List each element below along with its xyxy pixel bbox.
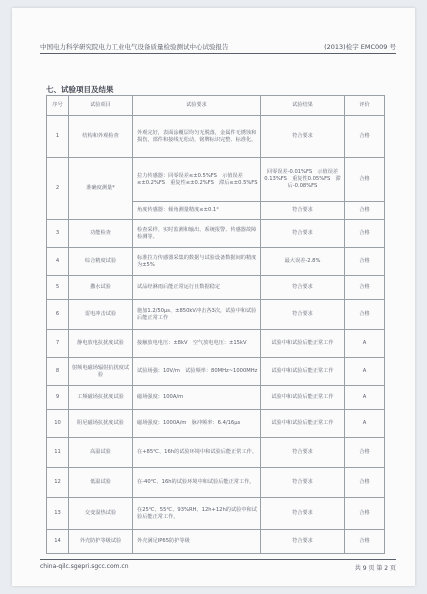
row-result: 回零误差-0.01%FS 示值误差0.13%FS 重复性0.05%FS 滞后-0.08%FS <box>261 158 345 202</box>
table-row <box>47 300 385 330</box>
results-table <box>46 95 385 554</box>
row-result: 符合要求 <box>261 498 345 530</box>
table-row <box>47 438 385 468</box>
table-row <box>47 498 385 530</box>
row-requirement: 在25℃、55℃、93%RH、12h+12h的试验中和试验后能正常工作。 <box>133 498 261 530</box>
footer-divider <box>40 559 396 560</box>
row-requirement: 在-40℃、16h的试验环境中和试验后能正常工作。 <box>133 468 261 498</box>
row-requirement: 在+85℃、16h的试验环境中和试验后能正常工作。 <box>133 438 261 468</box>
header-result: 试验结果 <box>261 96 345 116</box>
row-result: 符合要求 <box>261 300 345 330</box>
footer-page-number: 共 9 页 第 2 页 <box>354 565 396 572</box>
row-item: 静电放电抗扰度试验 <box>69 330 133 358</box>
header-evaluation: 评价 <box>345 96 385 116</box>
row-evaluation: 合格 <box>345 202 385 220</box>
row-item: 结构和外观检查 <box>69 116 133 158</box>
row-no: 14 <box>47 530 69 554</box>
row-item: 阻尼磁场抗扰度试验 <box>69 410 133 438</box>
row-evaluation: 合格 <box>345 438 385 468</box>
row-result: 试验中和试验后能正常工作 <box>261 410 345 438</box>
row-evaluation: A <box>345 330 385 358</box>
row-item: 撒水试验 <box>69 276 133 300</box>
row-requirement: 磁场强度：100A/m <box>133 386 261 410</box>
row-requirement: 接触放电电压：±8kV 空气放电电压：±15kV <box>133 330 261 358</box>
report-page <box>12 8 415 586</box>
table-row <box>47 386 385 410</box>
table-row <box>47 158 385 202</box>
row-no: 7 <box>47 330 69 358</box>
header-requirement: 试验要求 <box>133 96 261 116</box>
row-requirement: 外观完好，表面涂覆层均匀无脱落，金属件无锈蚀和损伤，部件和接线无松动，铭牌标识完整、标准化。 <box>133 116 261 158</box>
row-item: 外壳防护等级试验 <box>69 530 133 554</box>
row-result: 符合要求 <box>261 220 345 248</box>
table-header-row <box>47 96 385 116</box>
row-item: 低温试验 <box>69 468 133 498</box>
table-row <box>47 116 385 158</box>
row-requirement: 角度传感器：倾角测量精度≤±0.1° <box>133 202 261 220</box>
row-evaluation: 合格 <box>345 158 385 202</box>
table-row <box>47 276 385 300</box>
section-title: 七、试验项目及结果 <box>46 85 114 94</box>
row-result: 符合要求 <box>261 468 345 498</box>
row-requirement: 磁场强度：1000A/m 脉冲频率：6.4/16μs <box>133 410 261 438</box>
row-evaluation: 合格 <box>345 276 385 300</box>
report-title: 中国电力科学研究院电力工业电气设备质量检验测试中心试验报告 <box>40 43 229 51</box>
row-no: 8 <box>47 358 69 386</box>
row-evaluation: 合格 <box>345 116 385 158</box>
row-evaluation: 合格 <box>345 530 385 554</box>
row-evaluation: 合格 <box>345 300 385 330</box>
row-item: 功能检查 <box>69 220 133 248</box>
row-no: 11 <box>47 438 69 468</box>
row-result: 最大误差-2.8% <box>261 248 345 276</box>
row-no: 10 <box>47 410 69 438</box>
row-result: 符合要求 <box>261 530 345 554</box>
row-no: 12 <box>47 468 69 498</box>
row-requirement: 检查采样、实时监测和输出、系统报警、传感器故障检测等。 <box>133 220 261 248</box>
row-evaluation: A <box>345 358 385 386</box>
row-evaluation: 合格 <box>345 220 385 248</box>
table-row <box>47 330 385 358</box>
row-no: 6 <box>47 300 69 330</box>
row-requirement: 试验场强：10V/m 试验频率：80MHz~1000MHz <box>133 358 261 386</box>
row-evaluation: A <box>345 410 385 438</box>
row-no: 1 <box>47 116 69 158</box>
row-result: 试验中和试验后能正常工作 <box>261 358 345 386</box>
row-requirement: 试品经淋雨后能正常运行且数据稳定 <box>133 276 261 300</box>
footer-website: china-qilc.sgepri.sgcc.com.cn <box>40 563 129 570</box>
row-requirement: 拉力传感器：回零误差≤±0.5%FS 示值误差≤±0.2%FS 重复性≤±0.2%FS 滞后≤±0.5%FS <box>133 158 261 202</box>
header-no: 序号 <box>47 96 69 116</box>
row-item: 射频电磁场辐射抗扰度试验 <box>69 358 133 386</box>
row-item: 准确度测量* <box>69 158 133 220</box>
header-item: 试验项目 <box>69 96 133 116</box>
report-number: (2013)检字 EMC009 号 <box>324 43 396 51</box>
row-result: 符合要求 <box>261 438 345 468</box>
row-no: 4 <box>47 248 69 276</box>
row-item: 交变湿热试验 <box>69 498 133 530</box>
row-item: 综合精度试验 <box>69 248 133 276</box>
header-divider <box>40 53 396 54</box>
row-result: 符合要求 <box>261 202 345 220</box>
table-row <box>47 530 385 554</box>
row-requirement: 标准拉力传感器采集的数据与试验设备数据间的精度为±5% <box>133 248 261 276</box>
row-evaluation: 合格 <box>345 468 385 498</box>
table-row <box>47 220 385 248</box>
table-row <box>47 358 385 386</box>
row-result: 符合要求 <box>261 116 345 158</box>
row-no: 3 <box>47 220 69 248</box>
row-evaluation: A <box>345 386 385 410</box>
table-row <box>47 410 385 438</box>
row-result: 试验中和试验后能正常工作 <box>261 330 345 358</box>
row-item: 高温试验 <box>69 438 133 468</box>
table-row <box>47 248 385 276</box>
row-item: 雷电冲击试验 <box>69 300 133 330</box>
row-result: 符合要求 <box>261 276 345 300</box>
row-no: 9 <box>47 386 69 410</box>
row-no: 5 <box>47 276 69 300</box>
row-requirement: 施加1.2/50μs、±850kV冲击各3次，试验中和试验后能正常工作 <box>133 300 261 330</box>
table-row <box>47 468 385 498</box>
row-item: 工频磁场抗扰度试验 <box>69 386 133 410</box>
row-requirement: 外壳满足IP65防护等级 <box>133 530 261 554</box>
row-no: 13 <box>47 498 69 530</box>
row-evaluation: 合格 <box>345 248 385 276</box>
row-result: 试验中和试验后能正常工作 <box>261 386 345 410</box>
row-no: 2 <box>47 158 69 220</box>
row-evaluation: 合格 <box>345 498 385 530</box>
